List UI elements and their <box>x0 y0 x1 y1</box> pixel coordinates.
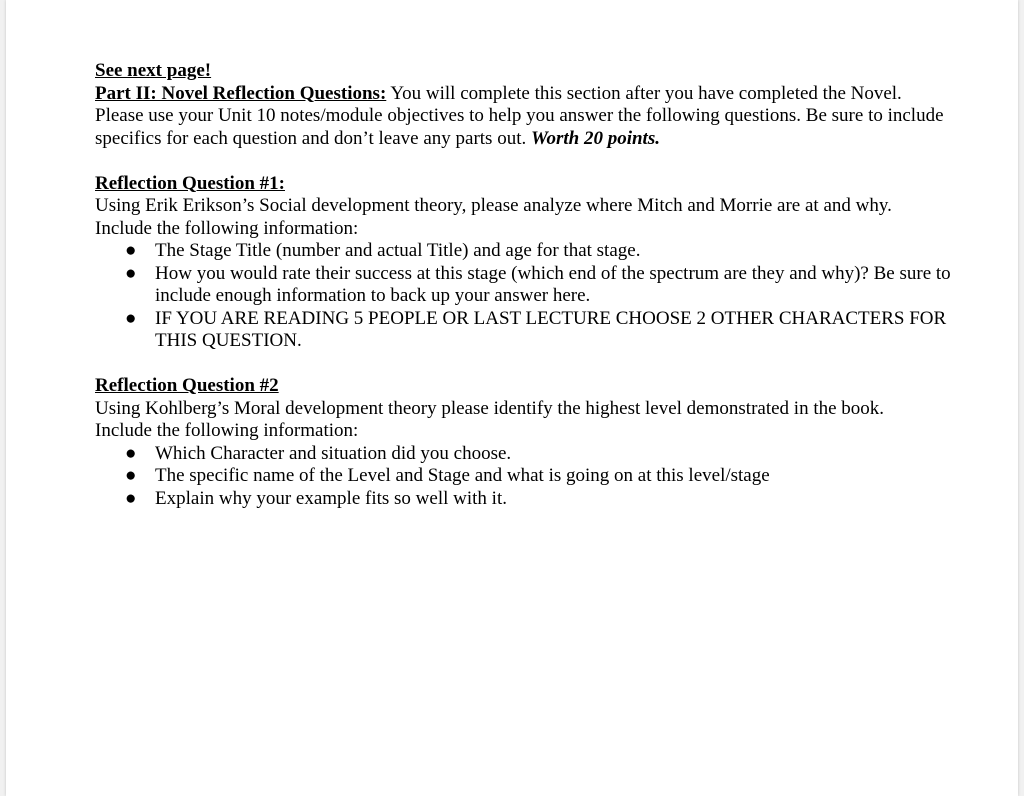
q2-heading: Reflection Question #2 <box>95 375 279 396</box>
spacer <box>95 150 955 173</box>
bullet-icon: ● <box>125 465 137 486</box>
q1-line2: Include the following information: <box>95 217 359 239</box>
q2-heading-line <box>95 375 955 398</box>
spacer <box>95 353 955 376</box>
list-item <box>95 240 955 263</box>
part2-paragraph <box>95 83 955 151</box>
q2-bullet-text: The specific name of the Level and Stage and what is going on at this level/stage <box>155 465 770 486</box>
q1-bullet-text: How you would rate their success at this stage (which end of the spectrum are they and why)? Be sure to include enough information to back up your answer here. <box>155 262 951 306</box>
list-item <box>95 488 955 511</box>
list-item <box>95 465 955 488</box>
see-next-page-text: See next page! <box>95 60 212 81</box>
bullet-icon: ● <box>125 307 137 329</box>
q1-bullet-list <box>95 240 955 353</box>
document-page <box>6 0 1018 796</box>
q2-line2: Include the following information: <box>95 420 359 441</box>
part2-heading: Part II: Novel Reflection Questions: <box>95 82 387 104</box>
list-item <box>95 308 955 353</box>
part2-worth: Worth 20 points. <box>530 127 660 149</box>
bullet-icon: ● <box>125 240 137 261</box>
see-next-page-note <box>95 60 955 83</box>
q2-bullet-text: Explain why your example fits so well with it. <box>155 487 507 509</box>
q2-bullet-list <box>95 443 955 511</box>
part2-instructions: You will complete this section after you have completed the Novel. Please use your Unit 10 notes/module objectives to help you answer the following questions. Be sure to include specifics for each question and don’t leave any parts out. <box>95 82 944 149</box>
list-item <box>95 443 955 466</box>
q1-heading-line <box>95 173 955 196</box>
document-content <box>95 60 955 510</box>
q2-line1: Using Kohlberg’s Moral development theory please identify the highest level demonstrated in the book. <box>95 397 885 419</box>
bullet-icon: ● <box>125 487 137 509</box>
bullet-icon: ● <box>125 442 137 464</box>
q1-bullet-text: IF YOU ARE READING 5 PEOPLE OR LAST LECTURE CHOOSE 2 OTHER CHARACTERS FOR THIS QUESTION. <box>155 307 947 351</box>
q1-line1: Using Erik Erikson’s Social development theory, please analyze where Mitch and Morrie are at and why. <box>95 195 892 216</box>
q1-bullet-text: The Stage Title (number and actual Title) and age for that stage. <box>155 240 641 261</box>
list-item <box>95 263 955 308</box>
bullet-icon: ● <box>125 262 137 284</box>
q1-heading: Reflection Question #1: <box>95 172 285 194</box>
q2-bullet-text: Which Character and situation did you choose. <box>155 442 512 464</box>
